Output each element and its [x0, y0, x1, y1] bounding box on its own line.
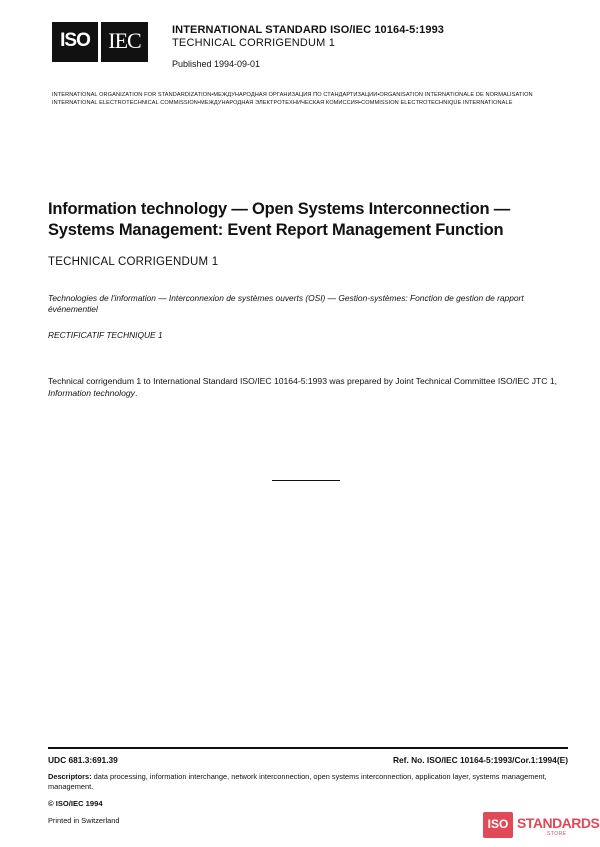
document-subtitle: TECHNICAL CORRIGENDUM 1	[48, 256, 219, 268]
udc-code: UDC 681.3:691.39	[48, 755, 118, 765]
iec-logo-text: IEC	[108, 28, 141, 53]
organization-line-2: INTERNATIONAL ELECTROTECHNICAL COMMISSION•МЕЖДУНАРОДНАЯ ЭЛЕКТРОТЕХНИЧЕСКАЯ КОМИССИЯ•COMMISSION ELECTROTECHNIQUE INTERNATIONALE	[52, 100, 513, 106]
intro-paragraph	[48, 376, 568, 399]
descriptors	[48, 772, 568, 792]
iso-logo-text: ISO	[60, 30, 90, 51]
standard-subtitle: TECHNICAL CORRIGENDUM 1	[172, 37, 336, 49]
watermark-standards-text: STANDARDS	[517, 815, 600, 831]
watermark-iso-badge	[483, 812, 513, 838]
intro-italic: Information technology	[48, 387, 135, 398]
organization-line-1: INTERNATIONAL ORGANIZATION FOR STANDARDIZATION•МЕЖДУНАРОДНАЯ ОРГАНИЗАЦИЯ ПО СТАНДАРТИЗАЦИИ•ORGANISATION INTERNATIONALE DE NORMALISATION	[52, 92, 533, 98]
french-subtitle: RECTIFICATIF TECHNIQUE 1	[48, 330, 163, 340]
document-title-line-1: Information technology — Open Systems Interconnection —	[48, 200, 511, 218]
iso-logo	[52, 22, 98, 62]
standard-title: INTERNATIONAL STANDARD ISO/IEC 10164-5:1993	[172, 24, 445, 36]
watermark-store-text: STORE	[547, 831, 567, 837]
watermark-iso-text: ISO	[487, 817, 509, 831]
iso-iec-logo	[52, 22, 148, 62]
iec-logo	[101, 22, 148, 62]
document-title	[48, 199, 578, 241]
iso-standards-store-watermark	[483, 812, 600, 838]
intro-text: Technical corrigendum 1 to International Standard ISO/IEC 10164-5:1993 was prepared by Joint Technical Committee ISO/IEC JTC 1,	[48, 376, 558, 386]
copyright: © ISO/IEC 1994	[48, 799, 103, 808]
descriptors-label: Descriptors:	[48, 772, 92, 781]
french-title: Technologies de l'information — Interconnexion de systèmes ouverts (OSI) — Gestion-systèmes: Fonction de gestion de rapport événementiel	[48, 293, 524, 314]
reference-number: Ref. No. ISO/IEC 10164-5:1993/Cor.1:1994(E)	[392, 755, 568, 765]
footer-divider	[48, 747, 568, 749]
descriptors-text: data processing, information interchange, network interconnection, open systems interconnection, application layer, systems management, management.	[48, 772, 547, 791]
published-date: Published 1994-09-01	[172, 59, 261, 69]
center-divider	[272, 480, 340, 481]
printed-in: Printed in Switzerland	[48, 816, 120, 825]
document-title-line-2: Systems Management: Event Report Management Function	[48, 221, 504, 239]
intro-end: .	[134, 387, 138, 398]
